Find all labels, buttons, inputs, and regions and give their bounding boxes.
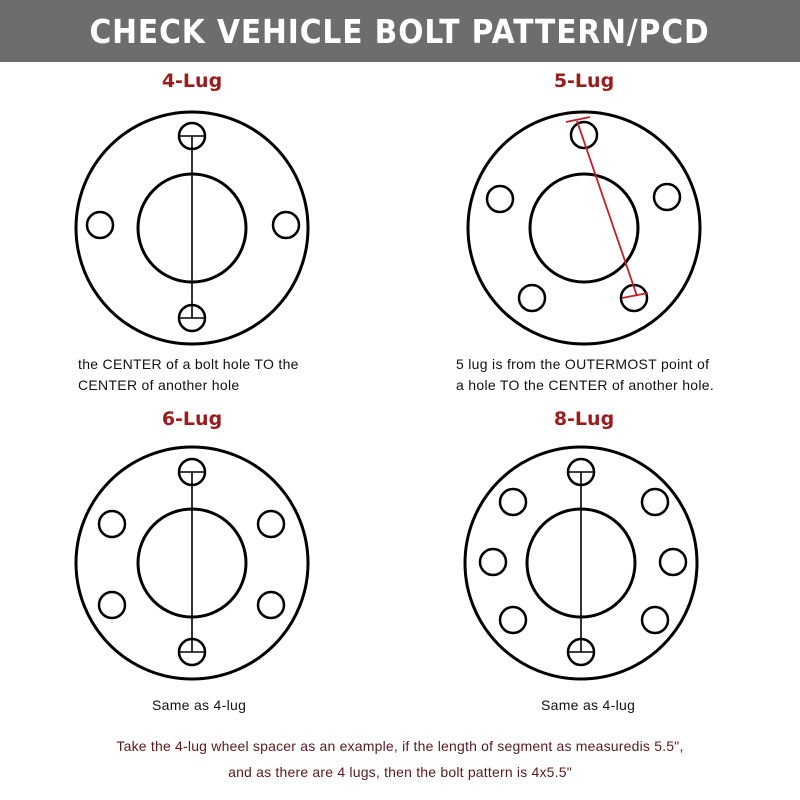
bolt-hole <box>99 592 125 618</box>
wheel-4-lug <box>76 112 308 344</box>
bolt-hole <box>642 489 668 515</box>
bolt-hole <box>87 212 113 238</box>
measure-line <box>569 472 593 652</box>
caption-line: Same as 4-lug <box>152 697 247 713</box>
wheel-5-lug <box>468 112 700 344</box>
measure-line-red <box>566 117 648 298</box>
bolt-hole <box>258 511 284 537</box>
caption-5-lug <box>456 354 714 396</box>
bolt-hole <box>480 549 506 575</box>
bolt-hole <box>487 186 513 212</box>
wheel-center-bore <box>530 174 638 282</box>
bolt-hole <box>654 184 680 210</box>
bolt-hole <box>519 285 545 311</box>
bolt-hole <box>99 511 125 537</box>
footer-note-line-1: Take the 4-lug wheel spacer as an example, if the length of segment as measuredis 5.5", <box>116 738 684 754</box>
caption-line: 5 lug is from the OUTERMOST point of <box>456 356 710 372</box>
panel-title-5-lug: 5-Lug <box>553 70 615 92</box>
caption-8-lug <box>541 695 635 716</box>
measure-line <box>180 136 204 318</box>
bolt-hole <box>258 592 284 618</box>
caption-line: Same as 4-lug <box>541 697 636 713</box>
bolt-hole <box>660 549 686 575</box>
caption-4-lug <box>78 354 299 396</box>
panel-title-6-lug: 6-Lug <box>161 408 223 430</box>
wheel-6-lug <box>76 447 308 679</box>
caption-6-lug <box>152 695 246 716</box>
measure-line <box>180 472 204 652</box>
caption-line: the CENTER of a bolt hole TO the <box>78 356 299 372</box>
bolt-hole <box>642 607 668 633</box>
footer-note-line-2: and as there are 4 lugs, then the bolt pattern is 4x5.5" <box>228 764 572 780</box>
caption-line: CENTER of another hole <box>78 377 240 393</box>
bolt-hole <box>273 212 299 238</box>
caption-line: a hole TO the CENTER of another hole. <box>456 377 715 393</box>
bolt-hole <box>500 489 526 515</box>
panel-title-4-lug: 4-Lug <box>161 70 223 92</box>
page-title: CHECK VEHICLE BOLT PATTERN/PCD <box>89 11 711 51</box>
wheel-8-lug <box>465 447 697 679</box>
panel-title-8-lug: 8-Lug <box>553 408 615 430</box>
bolt-hole <box>500 607 526 633</box>
